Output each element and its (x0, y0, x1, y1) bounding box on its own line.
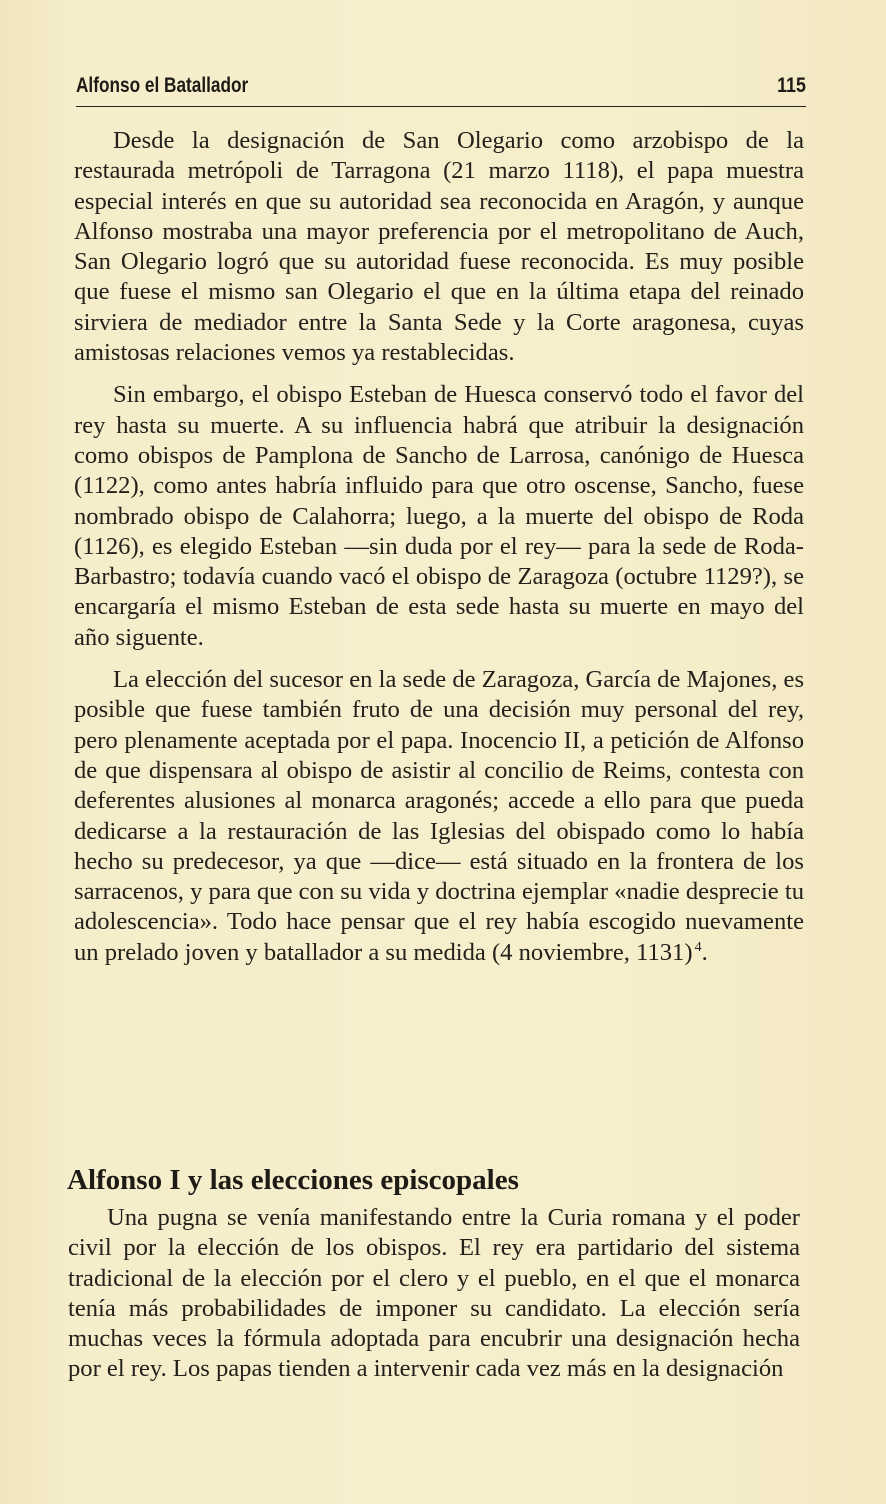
section-body (68, 1203, 800, 1397)
footnote-reference: 4 (694, 939, 702, 955)
running-header (76, 72, 806, 107)
section-paragraph: Una pugna se venía manifestando entre la Curia romana y el poder civil por la elección de los obispos. El rey era partidario del sistema tradicional de la elección por el clero y el pueblo, en el que el monarca tenía más probabilidades de imponer su candidato. La elección sería muchas veces la fórmula adoptada para encubrir una designación hecha por el rey. Los papas tienden a intervenir cada vez más en la designación (68, 1204, 800, 1383)
running-title: Alfonso el Batallador (76, 74, 249, 97)
paragraph-2: Sin embargo, el obispo Esteban de Huesca conservó todo el favor del rey hasta su muerte. A su influencia habrá que atribuir la designación como obispos de Pamplona de Sancho de Larrosa, canónigo de Huesca (1122), como antes habría influido para que otro oscense, Sancho, fuese nombrado obispo de Calahorra; luego, a la muerte del obispo de Roda (1126), es elegido Esteban —sin duda por el rey— para la sede de Roda-Barbastro; todavía cuando vacó el obispo de Zaragoza (octubre 1129?), se encargaría el mismo Esteban de esta sede hasta su muerte en mayo del año siguente. (74, 381, 804, 651)
body-text (74, 126, 804, 980)
section-heading: Alfonso I y las elecciones episcopales (67, 1164, 519, 1197)
paragraph-1: Desde la designación de San Olegario como arzobispo de la restaurada metrópoli de Tarragona (21 marzo 1118), el papa muestra especial interés en que su autoridad sea reconocida en Aragón, y aunque Alfonso mostraba una mayor preferencia por el metropolitano de Auch, San Olegario logró que su autoridad fuese reconocida. Es muy posible que fuese el mismo san Olegario el que en la última etapa del reinado sirviera de mediador entre la Santa Sede y la Corte aragonesa, cuyas amistosas relaciones vemos ya restablecidas. (74, 127, 804, 367)
paragraph-3: La elección del sucesor en la sede de Zaragoza, García de Majones, es posible que fuese también fruto de una decisión muy personal del rey, pero plenamente aceptada por el papa. Inocencio II, a petición de Alfonso de que dispensara al obispo de asistir al concilio de Reims, contesta con deferentes alusiones al monarca aragonés; accede a ello para que pueda dedicarse a la restauración de las Iglesias del obispado como lo había hecho su predecesor, ya que —dice— está situado en la frontera de los sarracenos, y para que con su vida y doctrina ejemplar «nadie desprecie tu adolescencia». Todo hace pensar que el rey había escogido nuevamente un prelado joven y batallador a su medida (4 noviembre, 1131) $^4$. (74, 666, 805, 966)
paragraph-3-text: La elección del sucesor en la sede de Zaragoza, García de Majones, es posible que fuese también fruto de una decisión muy personal del rey, pero plenamente aceptada por el papa. Inocencio II, a petición de Alfonso de que dispensara al obispo de asistir al concilio de Reims, contesta con deferentes alusiones al monarca aragonés; accede a ello para que pueda dedicarse a la restauración de las Iglesias del obispado como lo había hecho su predecesor, ya que —dice— está situado en la frontera de los sarracenos, y para que con su vida y doctrina ejemplar «nadie desprecie tu adolescencia». Todo hace pensar que el rey había escogido nuevamente un prelado joven y batallador a su medida (4 noviembre, 1131) (74, 666, 805, 966)
page-number: 115 (777, 74, 806, 97)
